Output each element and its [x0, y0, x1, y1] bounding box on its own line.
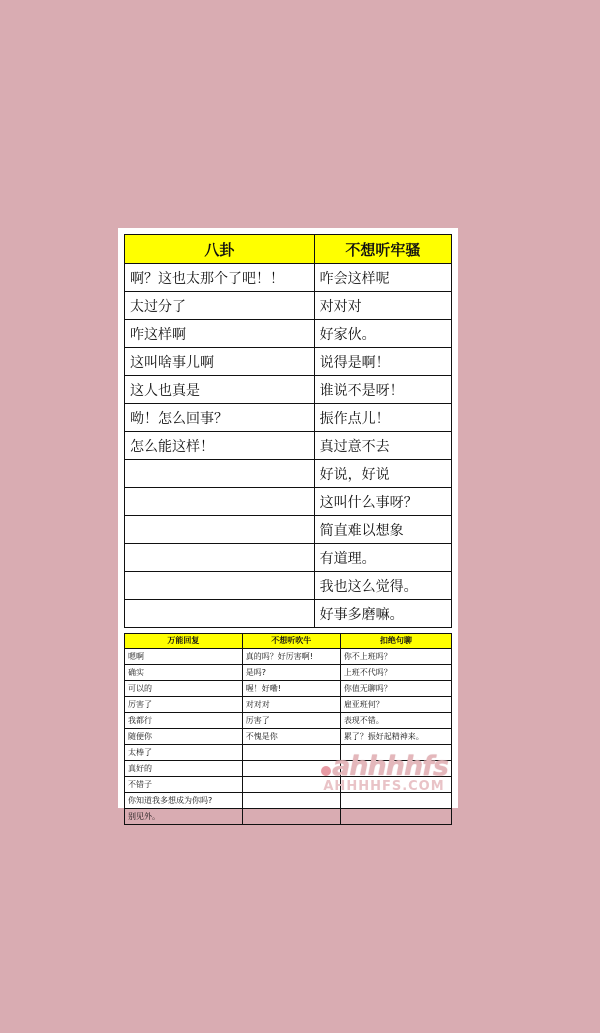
table-row — [125, 681, 452, 697]
table-row — [125, 713, 452, 729]
cell-complaint: 这叫什么事呀？ — [314, 488, 451, 516]
cell-brag: 喔！好嘞! — [242, 681, 340, 697]
cell-gossip — [125, 600, 315, 628]
cell-complaint: 振作点儿！ — [314, 404, 451, 432]
table-row — [125, 793, 452, 809]
cell-brag — [242, 809, 340, 825]
table-row — [125, 516, 452, 544]
table-row — [125, 320, 452, 348]
cell-universal: 别见外。 — [125, 809, 243, 825]
cell-smalltalk: 你不上班吗？ — [340, 649, 451, 665]
table-row — [125, 649, 452, 665]
cell-brag: 不愧是你 — [242, 729, 340, 745]
cell-complaint: 好事多磨嘛。 — [314, 600, 451, 628]
cell-universal: 随便你 — [125, 729, 243, 745]
cell-complaint: 好家伙。 — [314, 320, 451, 348]
cell-gossip: 这人也真是 — [125, 376, 315, 404]
cell-smalltalk: 表现不错。 — [340, 713, 451, 729]
table-row — [125, 460, 452, 488]
cell-gossip — [125, 488, 315, 516]
cell-complaint: 对对对 — [314, 292, 451, 320]
column-header-universal-reply: 万能回复 — [125, 634, 243, 649]
cell-smalltalk — [340, 761, 451, 777]
cell-universal: 嗯啊 — [125, 649, 243, 665]
cell-complaint: 谁说不是呀！ — [314, 376, 451, 404]
cell-gossip: 怎么能这样！ — [125, 432, 315, 460]
table-row — [125, 761, 452, 777]
table-row — [125, 264, 452, 292]
table-row — [125, 432, 452, 460]
phrases-table-secondary — [124, 633, 452, 825]
cell-gossip: 太过分了 — [125, 292, 315, 320]
cell-brag: 真的吗？好厉害啊! — [242, 649, 340, 665]
cell-gossip — [125, 460, 315, 488]
table-row — [125, 348, 452, 376]
cell-brag: 是吗? — [242, 665, 340, 681]
phrases-table-main — [124, 234, 452, 628]
cell-smalltalk: 雇亚班何？ — [340, 697, 451, 713]
cell-brag — [242, 745, 340, 761]
cell-brag: 厉害了 — [242, 713, 340, 729]
cell-universal: 厉害了 — [125, 697, 243, 713]
table-row — [125, 376, 452, 404]
watermark-text: ahhhhfs — [332, 751, 448, 782]
cell-complaint: 我也这么觉得。 — [314, 572, 451, 600]
table-row — [125, 488, 452, 516]
cell-universal: 你知道我多想成为你吗? — [125, 793, 243, 809]
cell-gossip: 咋这样啊 — [125, 320, 315, 348]
table-header-row — [125, 235, 452, 264]
cell-universal: 不错子 — [125, 777, 243, 793]
cell-gossip: 这叫啥事儿啊 — [125, 348, 315, 376]
table-row — [125, 544, 452, 572]
column-header-gossip: 八卦 — [125, 235, 315, 264]
column-header-small-talk: 扣绝句聊 — [340, 634, 451, 649]
table-row — [125, 697, 452, 713]
table-row — [125, 809, 452, 825]
table-row — [125, 600, 452, 628]
column-header-no-bragging: 不想听吹牛 — [242, 634, 340, 649]
table-row — [125, 292, 452, 320]
cell-smalltalk — [340, 777, 451, 793]
cell-universal: 太棒了 — [125, 745, 243, 761]
cell-complaint: 咋会这样呢 — [314, 264, 451, 292]
cell-complaint: 真过意不去 — [314, 432, 451, 460]
cell-brag: 对对对 — [242, 697, 340, 713]
table-row — [125, 665, 452, 681]
cell-smalltalk — [340, 809, 451, 825]
cell-smalltalk: 累了？振好起精神来。 — [340, 729, 451, 745]
cell-universal: 可以的 — [125, 681, 243, 697]
cell-complaint: 有道理。 — [314, 544, 451, 572]
cell-brag — [242, 793, 340, 809]
cell-universal: 真好的 — [125, 761, 243, 777]
table-row — [125, 404, 452, 432]
cell-universal: 我都行 — [125, 713, 243, 729]
cell-gossip: 啊？这也太那个了吧！！ — [125, 264, 315, 292]
table-row — [125, 572, 452, 600]
cell-complaint: 简直难以想象 — [314, 516, 451, 544]
cell-smalltalk — [340, 745, 451, 761]
table-row — [125, 777, 452, 793]
cell-gossip — [125, 516, 315, 544]
table-row — [125, 745, 452, 761]
column-header-complaints: 不想听牢骚 — [314, 235, 451, 264]
note-card — [118, 228, 458, 821]
cell-gossip: 呦！怎么回事？ — [125, 404, 315, 432]
table-header-row — [125, 634, 452, 649]
cell-smalltalk — [340, 793, 451, 809]
cell-complaint: 说得是啊！ — [314, 348, 451, 376]
cell-smalltalk: 你值无聊吗？ — [340, 681, 451, 697]
watermark-url: AHHHHFS.COM — [323, 779, 445, 794]
cell-brag — [242, 777, 340, 793]
cell-gossip — [125, 572, 315, 600]
cell-smalltalk: 上班不代吗？ — [340, 665, 451, 681]
cell-brag — [242, 761, 340, 777]
cell-complaint: 好说，好说 — [314, 460, 451, 488]
table-row — [125, 729, 452, 745]
cell-universal: 确实 — [125, 665, 243, 681]
cell-gossip — [125, 544, 315, 572]
